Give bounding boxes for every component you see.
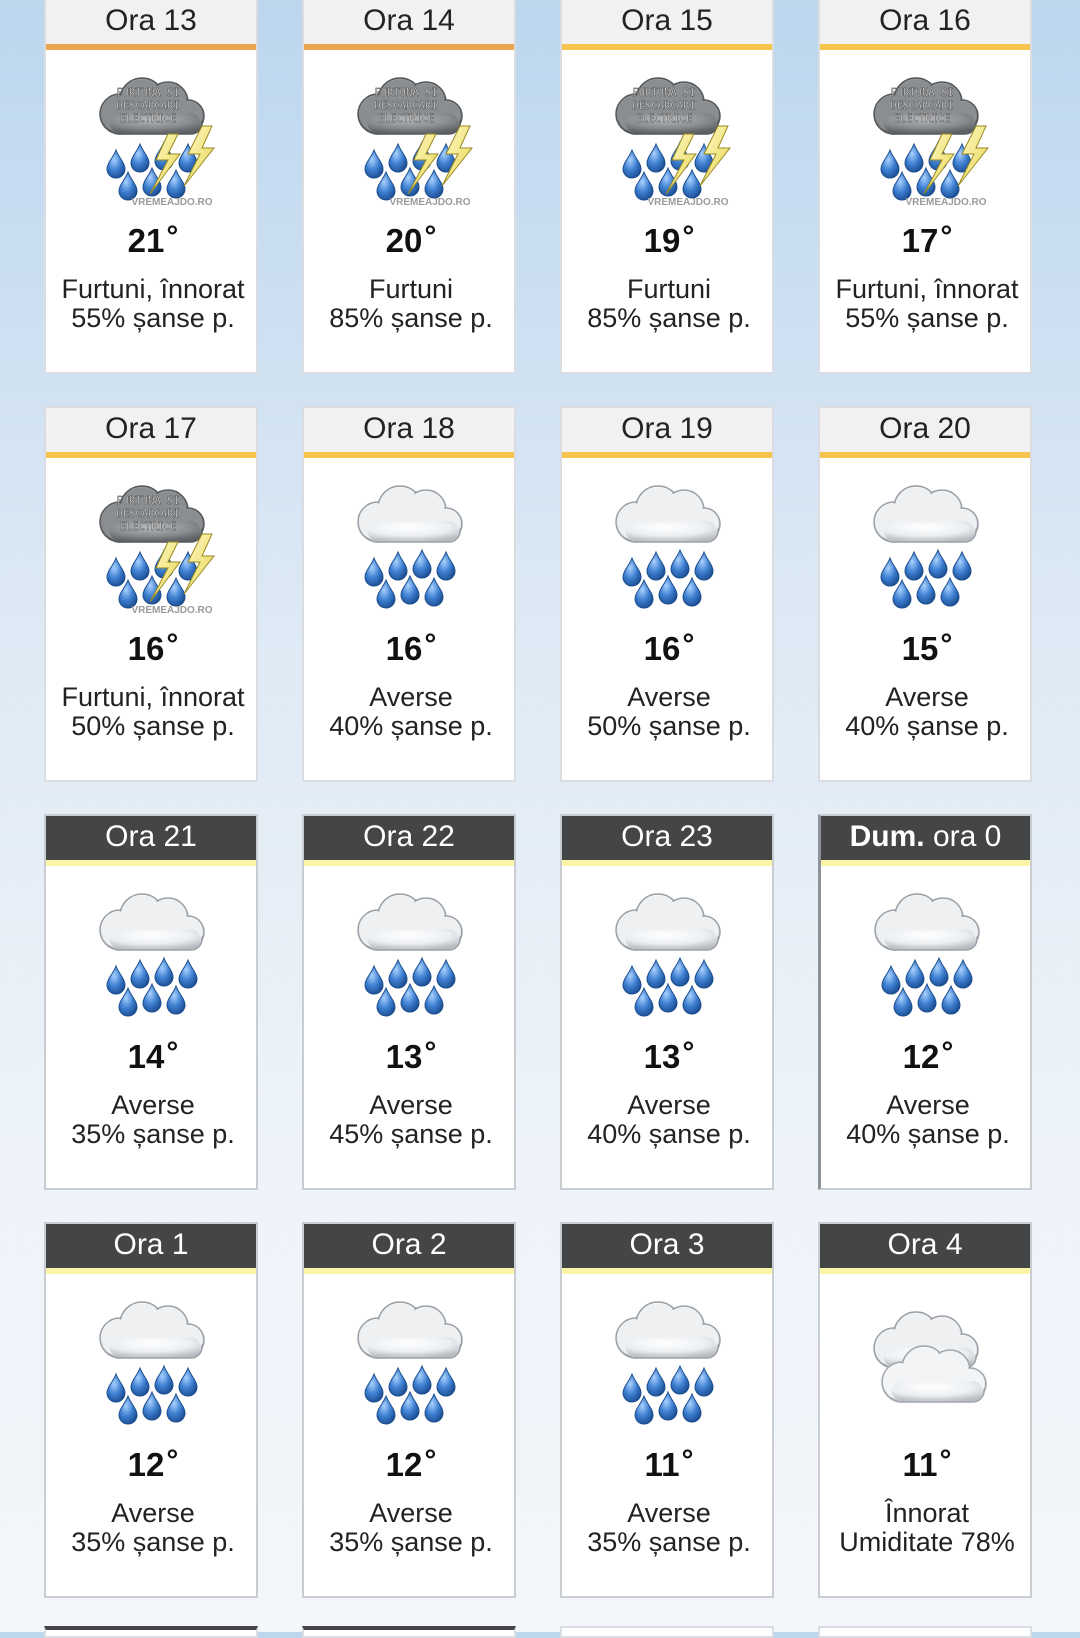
hour-card[interactable] [302, 814, 516, 1190]
condition-text: Averse [111, 1498, 195, 1528]
degree-symbol: ° [682, 1036, 695, 1069]
condition-text: Averse [369, 1498, 453, 1528]
hour-label: Ora 13 [105, 4, 197, 37]
condition-text: Averse [885, 682, 969, 712]
hour-header [46, 0, 256, 50]
thunderstorm-icon [80, 472, 224, 622]
precipitation-chance: 40% șanse p. [329, 711, 493, 741]
icon-caption: FURTUNA SI [890, 87, 954, 99]
precipitation-chance: 55% șanse p. [71, 303, 235, 333]
hour-label: Ora 15 [621, 4, 713, 37]
thunderstorm-icon [854, 64, 998, 214]
precipitation-chance: 40% șanse p. [845, 711, 1009, 741]
hour-header [46, 1224, 256, 1274]
degree-symbol: ° [424, 1036, 437, 1069]
rain-icon [855, 880, 999, 1030]
hour-label: Ora 1 [113, 1228, 189, 1261]
degree-symbol: ° [424, 628, 437, 661]
precipitation-chance: 35% șanse p. [71, 1527, 235, 1557]
hour-header [562, 1224, 772, 1274]
hour-label: Ora 16 [879, 4, 971, 37]
degree-symbol: ° [941, 1036, 954, 1069]
temperature [820, 220, 1034, 260]
hour-card[interactable] [44, 0, 258, 374]
hour-card[interactable] [302, 406, 516, 782]
temperature-value: 15 [901, 630, 939, 667]
icon-caption: DESCARCARI [890, 100, 954, 112]
hour-header [820, 408, 1030, 458]
temperature [46, 220, 260, 260]
hour-label: Ora 19 [621, 412, 713, 445]
temperature [46, 1036, 260, 1076]
precipitation-chance: 40% șanse p. [587, 1119, 751, 1149]
next-hour-card-partial[interactable] [44, 1626, 258, 1638]
condition-text: Furtuni, înnorat [61, 682, 245, 712]
degree-symbol: ° [939, 1444, 952, 1477]
precipitation-chance: 85% șanse p. [587, 303, 751, 333]
watermark-text: VREMEAJDO.RO [389, 197, 471, 208]
next-hour-card-partial[interactable] [302, 1626, 516, 1638]
hour-header [304, 0, 514, 50]
rain-icon [596, 880, 740, 1030]
condition-text: Averse [369, 1090, 453, 1120]
temperature [820, 1444, 1034, 1484]
precipitation-chance: 40% șanse p. [846, 1119, 1010, 1149]
temperature-value: 16 [385, 630, 423, 667]
temperature [304, 1444, 518, 1484]
temperature [820, 628, 1034, 668]
degree-symbol: ° [682, 220, 695, 253]
hour-label: Ora 3 [629, 1228, 705, 1261]
icon-caption: ELECTRICE [635, 113, 693, 125]
cloudy-icon [854, 1288, 998, 1438]
hour-card[interactable] [818, 814, 1032, 1190]
degree-symbol: ° [940, 220, 953, 253]
temperature-value: 12 [385, 1446, 423, 1483]
temperature [304, 1036, 518, 1076]
temperature-value: 17 [901, 222, 939, 259]
icon-caption: ELECTRICE [119, 521, 177, 533]
hour-label: Ora 20 [879, 412, 971, 445]
hour-header [820, 1224, 1030, 1274]
condition-text: Furtuni, înnorat [61, 274, 245, 304]
rain-icon [854, 472, 998, 622]
temperature-value: 12 [127, 1446, 165, 1483]
condition-text: Averse [627, 682, 711, 712]
hour-header [304, 1224, 514, 1274]
degree-symbol: ° [166, 1036, 179, 1069]
temperature-value: 14 [127, 1038, 165, 1075]
hour-card[interactable] [818, 406, 1032, 782]
temperature [562, 1444, 776, 1484]
icon-caption: DESCARCARI [632, 100, 696, 112]
rain-icon [338, 1288, 482, 1438]
temperature-value: 12 [902, 1038, 940, 1075]
hour-card[interactable] [818, 1222, 1032, 1598]
watermark-text: VREMEAJDO.RO [131, 197, 213, 208]
hour-card[interactable] [818, 0, 1032, 374]
temperature-value: 16 [127, 630, 165, 667]
hour-header [304, 816, 514, 866]
icon-caption: ELECTRICE [119, 113, 177, 125]
precipitation-chance: Umiditate 78% [839, 1527, 1015, 1557]
temperature-value: 11 [902, 1446, 938, 1483]
watermark-text: VREMEAJDO.RO [131, 605, 213, 616]
hour-card[interactable] [560, 406, 774, 782]
next-hour-card-partial[interactable] [818, 1626, 1032, 1638]
condition-text: Furtuni, înnorat [835, 274, 1019, 304]
hour-header [562, 0, 772, 50]
degree-symbol: ° [681, 1444, 694, 1477]
condition-text: Averse [111, 1090, 195, 1120]
icon-caption: DESCARCARI [116, 508, 180, 520]
degree-symbol: ° [166, 1444, 179, 1477]
hour-label: Ora 4 [887, 1228, 963, 1261]
hour-label: Ora 17 [105, 412, 197, 445]
hour-card[interactable] [44, 406, 258, 782]
precipitation-chance: 50% șanse p. [71, 711, 235, 741]
temperature-value: 21 [127, 222, 165, 259]
degree-symbol: ° [424, 1444, 437, 1477]
icon-caption: FURTUNA SI [116, 495, 180, 507]
thunderstorm-icon [338, 64, 482, 214]
hour-card[interactable] [44, 1222, 258, 1598]
hour-header [821, 816, 1030, 866]
icon-caption: DESCARCARI [374, 100, 438, 112]
icon-caption: DESCARCARI [116, 100, 180, 112]
temperature [821, 1036, 1035, 1076]
temperature-value: 16 [643, 630, 681, 667]
day-label: Dum. [849, 820, 925, 853]
temperature-value: 19 [643, 222, 681, 259]
hour-label: Ora 22 [363, 820, 455, 853]
hour-header [46, 816, 256, 866]
thunderstorm-icon [596, 64, 740, 214]
hour-card[interactable] [560, 0, 774, 374]
watermark-text: VREMEAJDO.RO [905, 197, 987, 208]
icon-caption: ELECTRICE [893, 113, 951, 125]
degree-symbol: ° [166, 628, 179, 661]
hour-header [562, 408, 772, 458]
icon-caption: FURTUNA SI [116, 87, 180, 99]
temperature [562, 628, 776, 668]
hour-header [562, 816, 772, 866]
temperature [46, 628, 260, 668]
condition-text: Averse [627, 1498, 711, 1528]
watermark-text: VREMEAJDO.RO [647, 197, 729, 208]
temperature [304, 220, 518, 260]
hour-card[interactable] [560, 814, 774, 1190]
precipitation-chance: 35% șanse p. [329, 1527, 493, 1557]
temperature [562, 220, 776, 260]
hour-label: Ora 23 [621, 820, 713, 853]
precipitation-chance: 35% șanse p. [71, 1119, 235, 1149]
hour-header [304, 408, 514, 458]
next-hour-card-partial[interactable] [560, 1626, 774, 1638]
hour-label: Ora 18 [363, 412, 455, 445]
degree-symbol: ° [682, 628, 695, 661]
hour-header [820, 0, 1030, 50]
rain-icon [596, 472, 740, 622]
rain-icon [338, 880, 482, 1030]
icon-caption: ELECTRICE [377, 113, 435, 125]
condition-text: Furtuni [626, 274, 712, 304]
degree-symbol: ° [166, 220, 179, 253]
condition-text: Averse [627, 1090, 711, 1120]
hour-label: Ora 14 [363, 4, 455, 37]
precipitation-chance: 55% șanse p. [845, 303, 1009, 333]
hour-card[interactable] [302, 0, 516, 374]
hour-header [46, 408, 256, 458]
hour-label: Ora 2 [371, 1228, 447, 1261]
hour-card[interactable] [44, 814, 258, 1190]
temperature-value: 11 [644, 1446, 680, 1483]
rain-icon [596, 1288, 740, 1438]
degree-symbol: ° [424, 220, 437, 253]
condition-text: Furtuni [368, 274, 454, 304]
hour-label: Ora 21 [105, 820, 197, 853]
condition-text: Averse [369, 682, 453, 712]
icon-caption: FURTUNA SI [374, 87, 438, 99]
precipitation-chance: 45% șanse p. [329, 1119, 493, 1149]
precipitation-chance: 85% șanse p. [329, 303, 493, 333]
temperature [304, 628, 518, 668]
temperature-value: 13 [643, 1038, 681, 1075]
temperature [46, 1444, 260, 1484]
precipitation-chance: 35% șanse p. [587, 1527, 751, 1557]
temperature-value: 13 [385, 1038, 423, 1075]
thunderstorm-icon [80, 64, 224, 214]
hour-card[interactable] [560, 1222, 774, 1598]
condition-text: Averse [886, 1090, 970, 1120]
rain-icon [80, 880, 224, 1030]
rain-icon [80, 1288, 224, 1438]
icon-caption: FURTUNA SI [632, 87, 696, 99]
rain-icon [338, 472, 482, 622]
degree-symbol: ° [940, 628, 953, 661]
hour-card[interactable] [302, 1222, 516, 1598]
hour-label: ora 0 [932, 820, 1002, 853]
temperature-value: 20 [385, 222, 423, 259]
temperature [562, 1036, 776, 1076]
precipitation-chance: 50% șanse p. [587, 711, 751, 741]
condition-text: Înnorat [884, 1498, 970, 1528]
